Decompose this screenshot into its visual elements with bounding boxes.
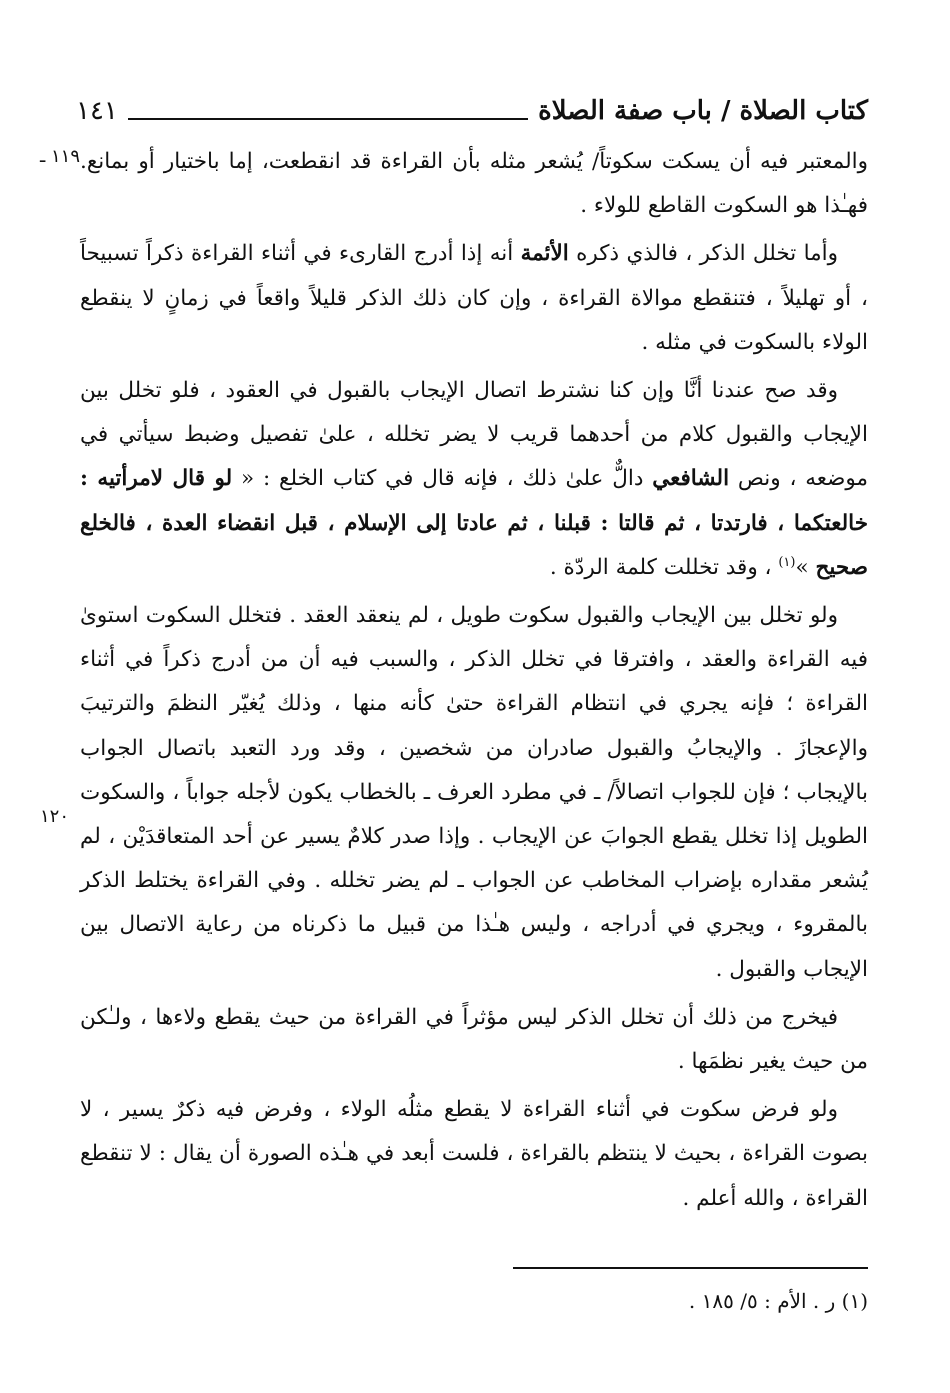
- page-number: ١٤١: [76, 96, 118, 126]
- paragraph-5-text: فيخرج من ذلك أن تخلل الذكر ليس مؤثراً في القراءة من حيث يقطع ولاءها ، ولـٰكن من حيث يغير نظمَها .: [80, 1004, 868, 1075]
- paragraph-1: [80, 140, 868, 228]
- running-header: [68, 88, 868, 128]
- paragraph-3-quote-close: »: [795, 554, 816, 580]
- paragraph-1-text: والمعتبر فيه أن يسكت سكوتاً/ يُشعر مثله بأن القراءة قد انقطعت، إما باختيار أو بمانع. فهـٰذا هو السكوت القاطع للولاء .: [80, 149, 868, 219]
- paragraph-4-text: ولو تخلل بين الإيجاب والقبول سكوت طويل ، لم ينعقد العقد . فتخلل السكوت استوىٰ فيه القراءة والعقد ، وافترقا في تخلل الذكر ، والسبب فيه أن من أدرج ذكراً في أثناء القراءة ؛ فإنه يجري في انتظام القراءة حتىٰ كأنه منها ، وذلك يُغيّر النظمَ والترتيبَ والإعجازَ . والإيجابُ والقبول صادران من شخصين ، وقد ورد التعبد باتصال الجواب بالإيجاب ؛ فإن للجواب اتصالاً/ ـ في مطرد العرف ـ بالخطاب يكون لأجله جواباً ، والسكوت الطويل إذا تخلل يقطع الجوابَ عن الإيجاب . وإذا صدر كلامٌ يسير عن أحد المتعاقدَيْن ، لم يُشعر مقداره بإضراب المخاطب عن الجواب ـ لم يضر تخلله . وفي القراءة يختلط الذكر بالمقروء ، ويجري في أدراجه ، وليس هـٰذا من قبيل ما ذكرناه من رعاية الاتصال بين الإيجاب والقبول .: [80, 603, 868, 982]
- footnote-text: ر . الأم : ٥/ ١٨٥ .: [688, 1289, 836, 1313]
- paragraph-3: [80, 369, 868, 590]
- margin-folio-119: ١١٩ ـ: [40, 146, 81, 167]
- paragraph-4: [80, 594, 868, 992]
- paragraph-3-bold-shafii: الشافعي: [652, 466, 730, 492]
- paragraph-6-text: ولو فرض سكوت في أثناء القراءة لا يقطع مثلُه الولاء ، وفرض فيه ذكرٌ يسير ، لا بصوت القراءة ، بحيث لا ينتظم بالقراءة ، فلست أبعد في هـٰذه الصورة أن يقال : لا تنقطع القراءة ، والله أعلم .: [80, 1097, 868, 1211]
- paragraph-3-text-c: ، وقد تخللت كلمة الردّة .: [549, 554, 779, 580]
- header-rule: [128, 118, 528, 120]
- paragraph-3-text-b: دالٌّ علىٰ ذلك ، فإنه قال في كتاب الخلع : «: [232, 466, 653, 492]
- footnote-divider: [513, 1267, 868, 1269]
- paragraph-2-bold-imams: الأئمة: [520, 241, 569, 267]
- paragraph-2-text-a: وأما تخلل الذكر ، فالذي ذكره: [568, 241, 838, 267]
- footnote-ref: (١): [778, 554, 796, 570]
- paragraph-2: [80, 232, 868, 365]
- main-text: [80, 140, 868, 1225]
- paragraph-2-text-b: أنه إذا أدرج القارىء في أثناء القراءة ذكراً تسبيحاً ، أو تهليلاً ، فتنقطع موالاة القراءة ، وإن كان ذلك الذكر قليلاً واقعاً في زمانٍ لا ينقطع الولاء بالسكوت في مثله .: [80, 241, 868, 355]
- paragraph-3-text-a: وقد صح عندنا أنَّا وإن كنا نشترط اتصال الإيجاب بالقبول في العقود ، فلو تخلل بين الإيجاب والقبول كلام من أحدهما قريب لا يضر تخلله ، علىٰ تفصيل وضبط سيأتي في موضعه ، ونص: [80, 378, 868, 492]
- paragraph-5: [80, 996, 868, 1084]
- header-title: كتاب الصلاة / باب صفة الصلاة: [538, 96, 868, 126]
- footnote: [268, 1284, 868, 1318]
- paragraph-6: [80, 1088, 868, 1221]
- footnote-marker: (١): [841, 1289, 868, 1313]
- paragraph-3-bold-quote: لو قال لامرأتيه : خالعتكما ، فارتدتا ، ثم قالتا : قبلنا ، ثم عادتا إلى الإسلام ، قبل انقضاء العدة ، فالخلع صحيح: [80, 466, 868, 580]
- margin-folio-120: ١٢٠: [40, 806, 70, 827]
